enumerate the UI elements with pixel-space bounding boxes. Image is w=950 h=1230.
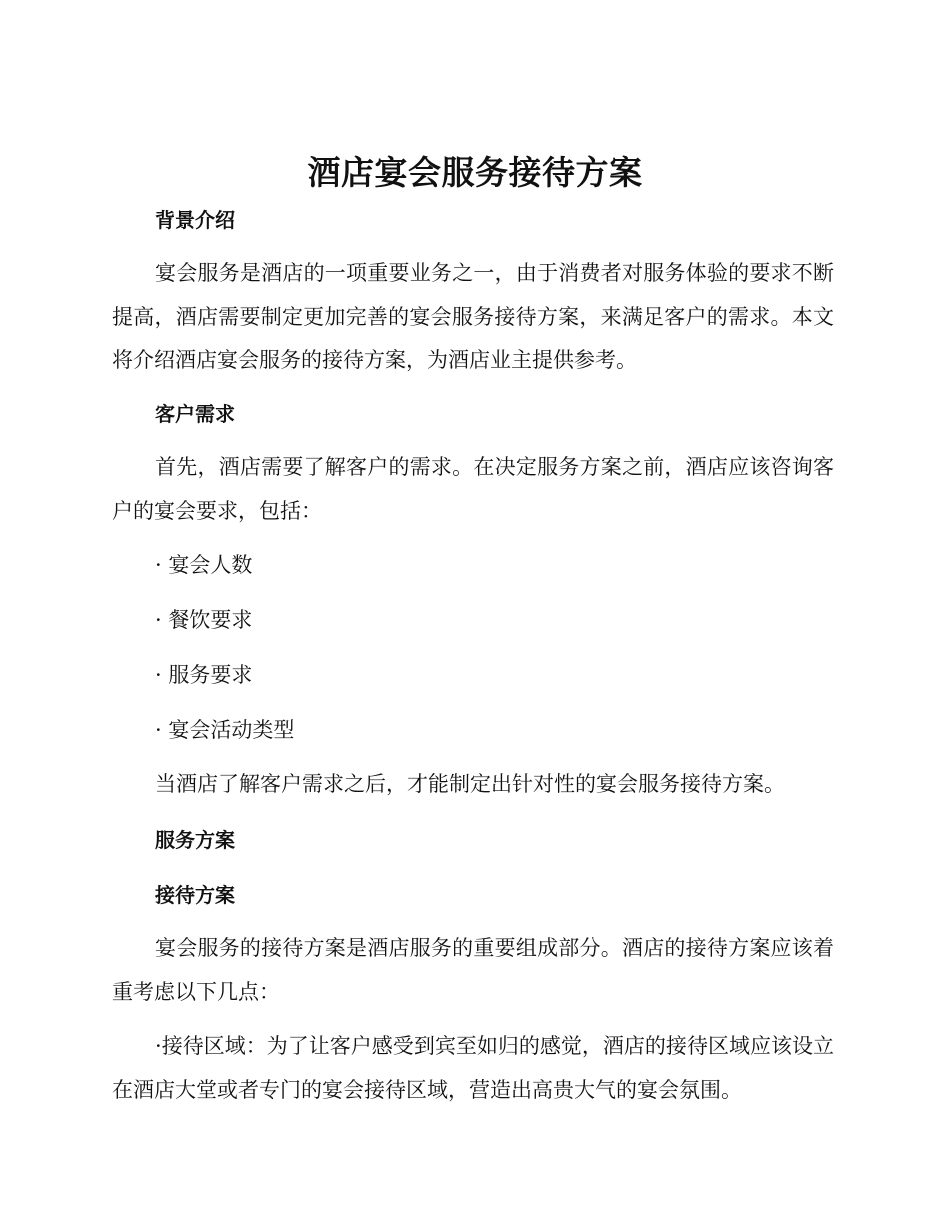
list-item-text: 宴会人数 (168, 553, 253, 577)
bullet-marker: · (155, 608, 162, 632)
background-paragraph: 宴会服务是酒店的一项重要业务之一，由于消费者对服务体验的要求不断提高，酒店需要制定更加完善的宴会服务接待方案，来满足客户的需求。本文将介绍酒店宴会服务的接待方案，为酒店业主提供参考。 (112, 261, 834, 372)
bullet-marker: · (155, 1034, 162, 1058)
bullet-marker: · (155, 663, 162, 687)
list-item-text: 接待区域：为了让客户感受到宾至如归的感觉，酒店的接待区域应该设立在酒店大堂或者专门的宴会接待区域，营造出高贵大气的宴会氛围。 (112, 1034, 834, 1102)
reception-plan-paragraph: 宴会服务的接待方案是酒店服务的重要组成部分。酒店的接待方案应该着重考虑以下几点： (112, 936, 834, 1004)
section-heading-background: 背景介绍 (155, 208, 235, 232)
section-heading-service-plan: 服务方案 (155, 828, 235, 852)
section-heading-reception-plan: 接待方案 (155, 883, 235, 907)
customer-needs-paragraph: 首先，酒店需要了解客户的需求。在决定服务方案之前，酒店应该咨询客户的宴会要求，包括： (112, 455, 834, 523)
list-item (155, 660, 252, 690)
list-item (155, 550, 252, 580)
list-item-text: 餐饮要求 (168, 608, 253, 632)
list-item (155, 715, 294, 745)
list-item (155, 605, 252, 635)
list-item-text: 服务要求 (168, 663, 253, 687)
document-title: 酒店宴会服务接待方案 (307, 153, 643, 192)
bullet-marker: · (155, 718, 162, 742)
customer-needs-conclusion: 当酒店了解客户需求之后，才能制定出针对性的宴会服务接待方案。 (155, 772, 785, 796)
list-item (112, 1025, 834, 1112)
list-item-text: 宴会活动类型 (168, 718, 295, 742)
bullet-marker: · (155, 553, 162, 577)
section-heading-customer-needs: 客户需求 (155, 402, 235, 426)
